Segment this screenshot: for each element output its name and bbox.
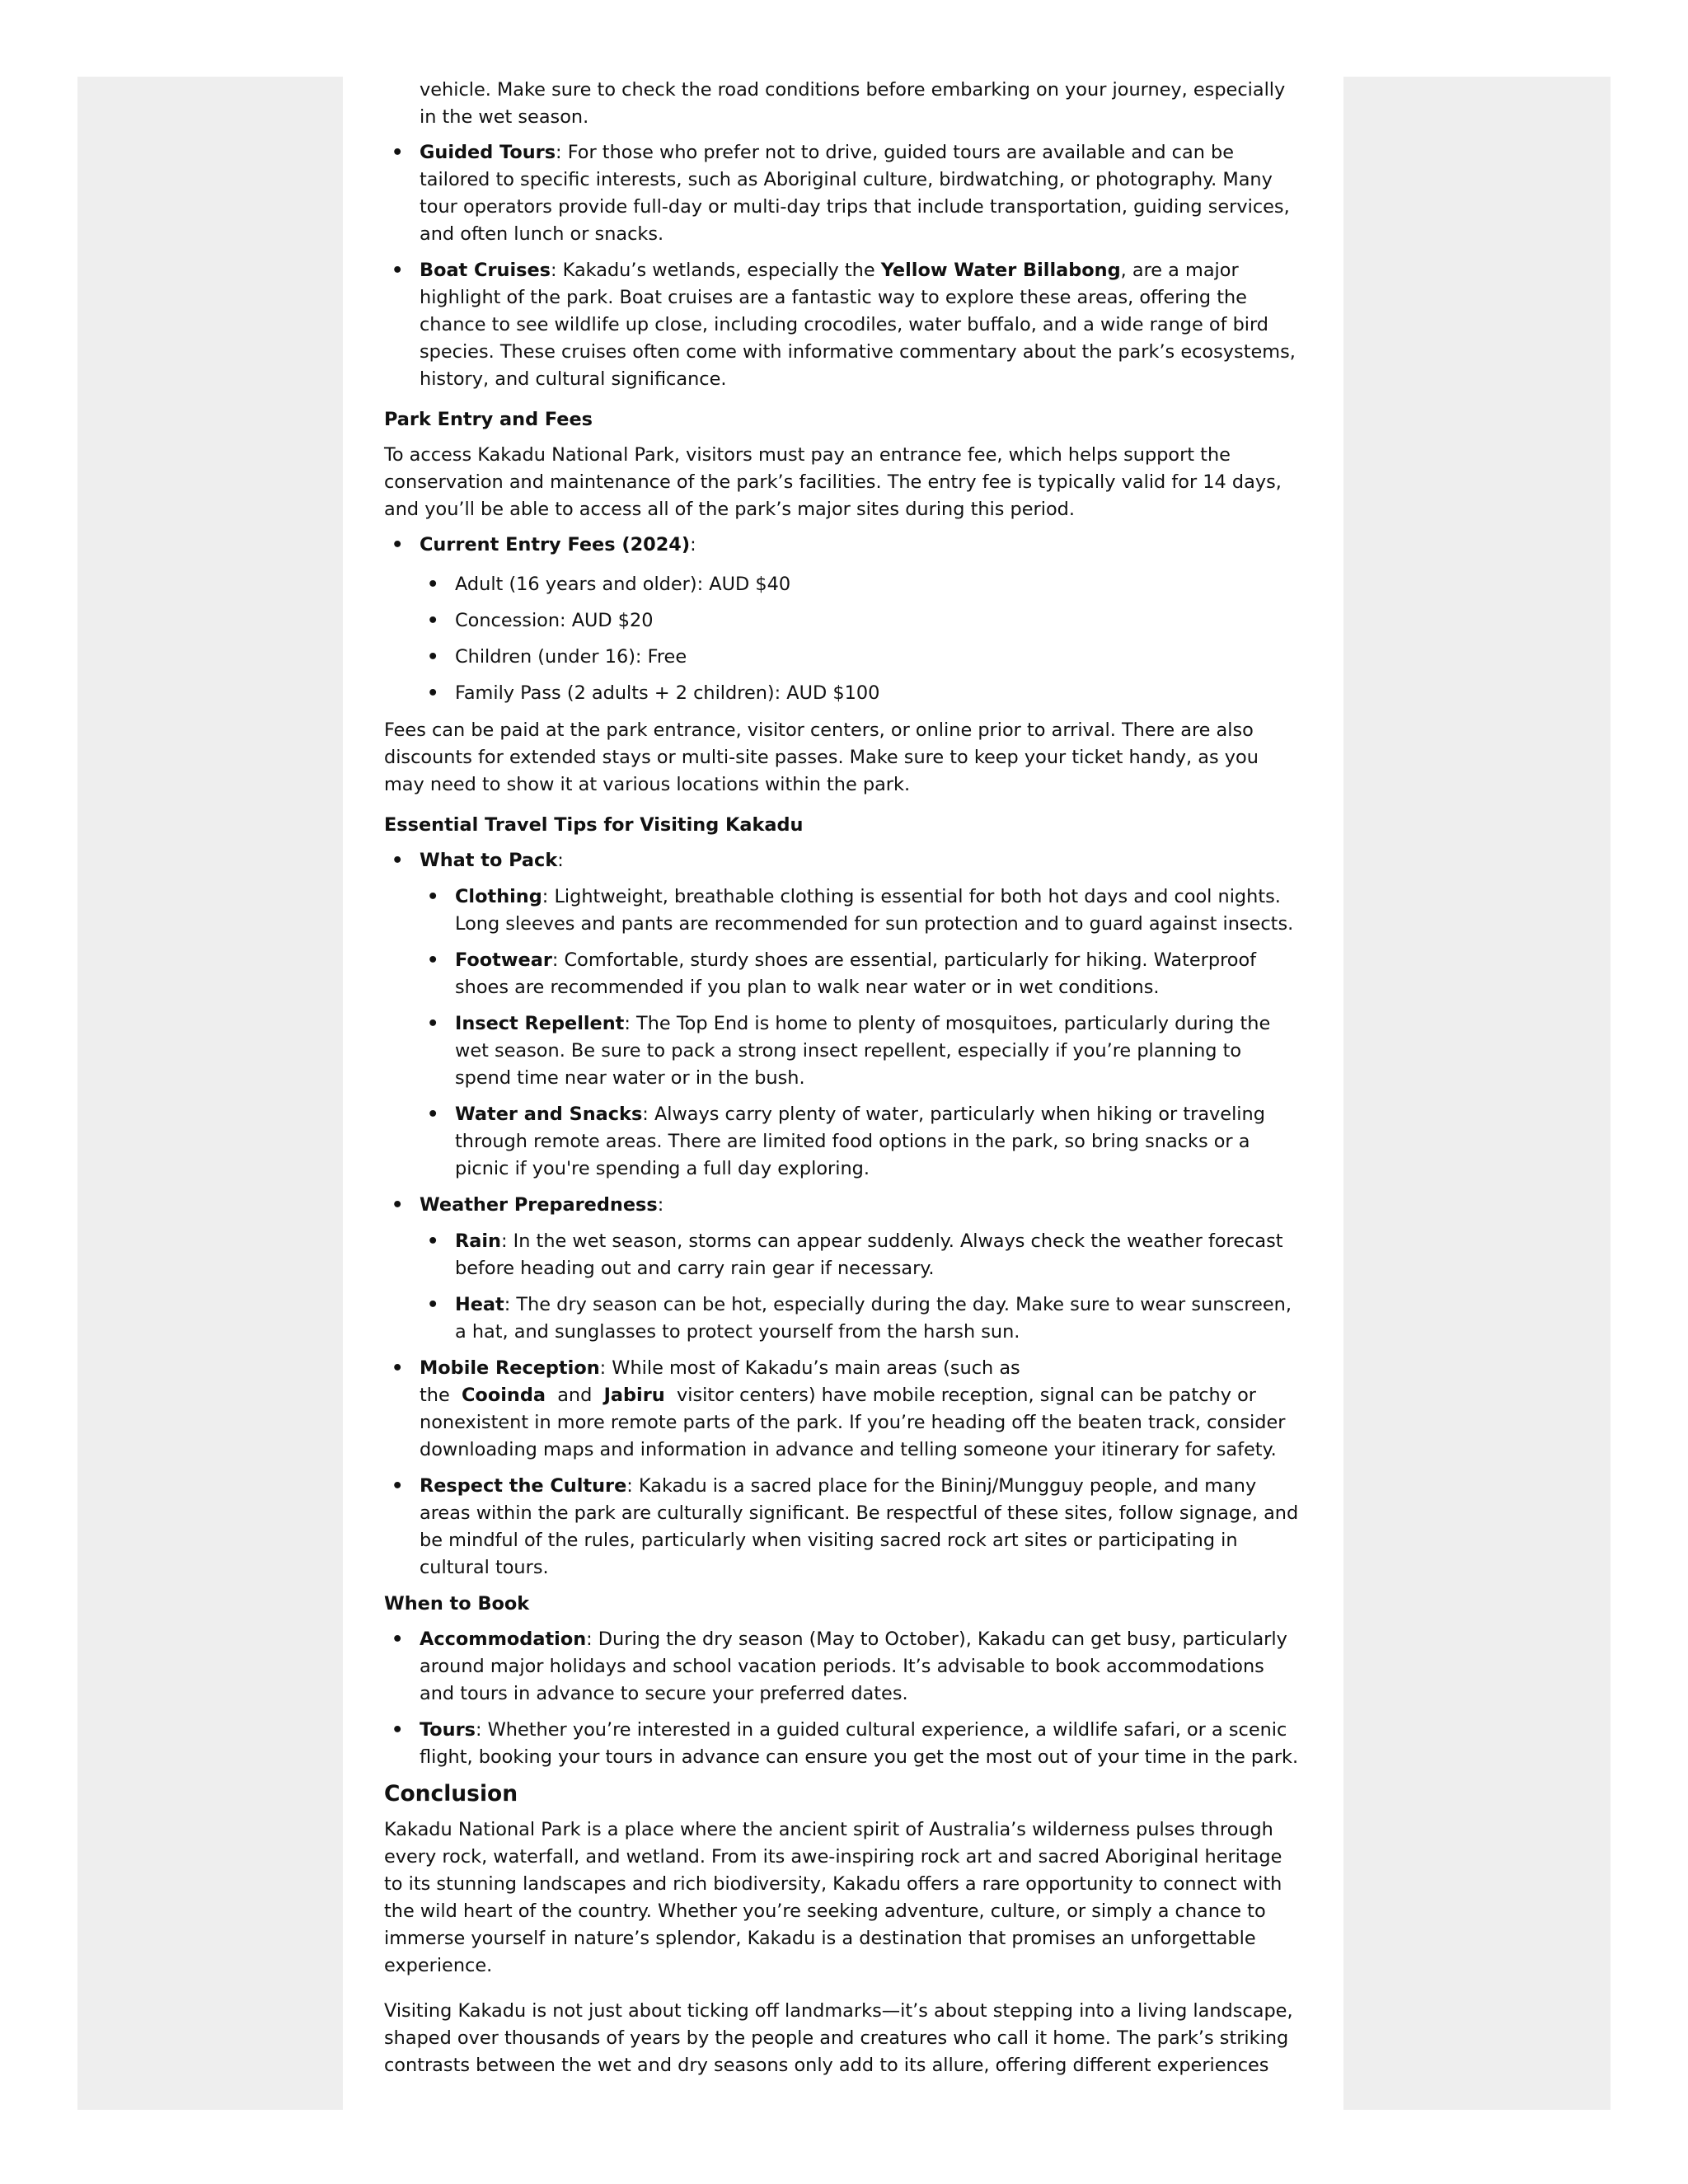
item-label: Rain (455, 1230, 501, 1252)
item-text: visitor centers) have mobile reception, signal can be patchy or nonexistent in more remote parts of the park. If you’re heading off the beaten track, consider downloading maps and information in advance and telling someone your itinerary for safety. (420, 1385, 1286, 1460)
list-item-weather (420, 1192, 1302, 1346)
item-label: Water and Snacks (455, 1104, 643, 1125)
inline-bold-cooinda: Cooinda (462, 1385, 546, 1406)
item-label: Tours (420, 1719, 476, 1741)
item-label: Boat Cruises (420, 260, 551, 281)
item-label: Weather Preparedness (420, 1194, 658, 1216)
conclusion-paragraph-1: Kakadu National Park is a place where the ancient spirit of Australia’s wilderness pulses through every rock, waterfall, and wetland. From its awe-inspiring rock art and sacred Aboriginal heritage to its stunning landscapes and rich biodiversity, Kakadu offers a rare opportunity to connect with the wild heart of the country. Whether you’re seeking adventure, culture, or simply a chance to immerse yourself in nature’s splendor, Kakadu is a destination that promises an unforgettable experience. (384, 1819, 1282, 1976)
page-background (77, 77, 1611, 2110)
item-text: the (420, 1385, 450, 1406)
list-item-tours (420, 1717, 1302, 1771)
item-text: : While most of Kakadu’s main areas (such as (599, 1357, 1020, 1379)
pack-item-clothing (455, 883, 1302, 938)
inline-bold-yellow-water: Yellow Water Billabong (880, 260, 1121, 281)
park-entry-outro: Fees can be paid at the park entrance, visitor centers, or online prior to arrival. There are also discounts for extended stays or multi-site passes. Make sure to keep your ticket handy, as you may need to show it at various locations within the park. (384, 719, 1259, 795)
transport-list (384, 139, 1302, 393)
fee-item: • Family Pass (2 adults + 2 children): AUD $100 (455, 680, 1302, 707)
item-text: : Comfortable, sturdy shoes are essential, particularly for hiking. Waterproof shoes are recommended if you plan to walk near water or in wet conditions. (455, 949, 1257, 998)
item-text: : Lightweight, breathable clothing is essential for both hot days and cool nights. Long sleeves and pants are recommended for sun protection and to guard against insects. (455, 886, 1294, 935)
item-text: : The dry season can be hot, especially during the day. Make sure to wear sunscreen, a hat, and sunglasses to protect yourself from the harsh sun. (455, 1294, 1292, 1343)
heading-conclusion: Conclusion (384, 1781, 518, 1807)
fee-item: • Children (under 16): Free (455, 644, 1302, 671)
document-page (343, 77, 1343, 2110)
fee-item: • Concession: AUD $20 (455, 607, 1302, 635)
item-label: Clothing (455, 886, 542, 907)
list-item-accommodation (420, 1626, 1302, 1708)
list-item-respect-culture (420, 1473, 1302, 1582)
item-text: : (557, 850, 564, 871)
item-label: Respect the Culture (420, 1475, 627, 1497)
item-text: : For those who prefer not to drive, guided tours are available and can be tailored to specific interests, such as Aboriginal culture, birdwatching, or photography. Many tour operators provide full-day or multi-day trips that include transportation, guiding services, and often lunch or snacks. (420, 142, 1290, 245)
heading-park-entry: Park Entry and Fees (384, 409, 593, 430)
item-text: : Kakadu’s wetlands, especially the (551, 260, 881, 281)
item-label: Accommodation (420, 1629, 587, 1650)
item-label: Current Entry Fees (2024) (420, 534, 691, 555)
list-item-current-fees (420, 532, 1302, 707)
item-text: : Kakadu is a sacred place for the Bininj/Mungguy people, and many areas within the park are culturally significant. Be respectful of these sites, follow signage, and be mindful of the rules, particularly when visiting sacred rock art sites or participating in cultural tours. (420, 1475, 1299, 1578)
continued-list-text: vehicle. Make sure to check the road conditions before embarking on your journey, especially in the wet season. (420, 79, 1286, 128)
item-text: : Whether you’re interested in a guided cultural experience, a wildlife safari, or a scenic flight, booking your tours in advance can ensure you get the most out of your time in the park. (420, 1719, 1299, 1768)
item-label: Guided Tours (420, 142, 556, 163)
weather-item-rain (455, 1228, 1302, 1282)
pack-item-insect-repellent (455, 1010, 1302, 1092)
list-item-what-to-pack (420, 847, 1302, 1183)
item-label: Mobile Reception (420, 1357, 600, 1379)
weather-sublist (420, 1228, 1302, 1346)
weather-item-heat (455, 1291, 1302, 1346)
list-item-guided-tours (420, 139, 1302, 248)
item-label: Insect Repellent (455, 1013, 625, 1034)
travel-tips-list (384, 847, 1302, 1582)
item-text: : (690, 534, 696, 555)
heading-travel-tips: Essential Travel Tips for Visiting Kakadu (384, 814, 804, 836)
item-text: : During the dry season (May to October), Kakadu can get busy, particularly around major holidays and school vacation periods. It’s advisable to book accommodations and tours in advance to secure your preferred dates. (420, 1629, 1287, 1704)
pack-sublist (420, 883, 1302, 1183)
park-entry-intro: To access Kakadu National Park, visitors must pay an entrance fee, which helps support the conservation and maintenance of the park’s facilities. The entry fee is typically valid for 14 days, and you’ll be able to access all of the park’s major sites during this period. (384, 444, 1282, 520)
item-text: , are a major highlight of the park. Boat cruises are a fantastic way to explore these areas, offering the chance to see wildlife up close, including crocodiles, water buffalo, and a wide range of bird species. These cruises often come with informative commentary about the park’s ecosystems, history, and cultural significance. (420, 260, 1296, 390)
pack-item-water-snacks (455, 1101, 1302, 1183)
document-body (384, 77, 1302, 2088)
item-label: Footwear (455, 949, 552, 971)
inline-bold-jabiru: Jabiru (603, 1385, 665, 1406)
item-label: What to Pack (420, 850, 558, 871)
item-text: : (657, 1194, 664, 1216)
pack-item-footwear (455, 947, 1302, 1001)
item-label: Heat (455, 1294, 504, 1315)
item-text: and (557, 1385, 593, 1406)
fees-sublist (420, 571, 1302, 707)
heading-when-to-book: When to Book (384, 1593, 530, 1615)
list-item-mobile-reception (420, 1355, 1302, 1464)
fees-list (384, 532, 1302, 707)
item-text: : In the wet season, storms can appear suddenly. Always check the weather forecast before heading out and carry rain gear if necessary. (455, 1230, 1283, 1279)
list-item-boat-cruises (420, 257, 1302, 393)
item-text: : Always carry plenty of water, particularly when hiking or traveling through remote areas. There are limited food options in the park, so bring snacks or a picnic if you're spending a full day exploring. (455, 1104, 1265, 1179)
item-text: : The Top End is home to plenty of mosquitoes, particularly during the wet season. Be sure to pack a strong insect repellent, especially if you’re planning to spend time near water or in the bush. (455, 1013, 1271, 1089)
conclusion-paragraph-2: Visiting Kakadu is not just about ticking off landmarks—it’s about stepping into a living landscape, shaped over thousands of years by the people and creatures who call it home. The park’s striking contrasts between the wet and dry seasons only add to its allure, offering different experiences (384, 2000, 1293, 2076)
fee-item: • Adult (16 years and older): AUD $40 (455, 571, 1302, 598)
booking-list (384, 1626, 1302, 1771)
